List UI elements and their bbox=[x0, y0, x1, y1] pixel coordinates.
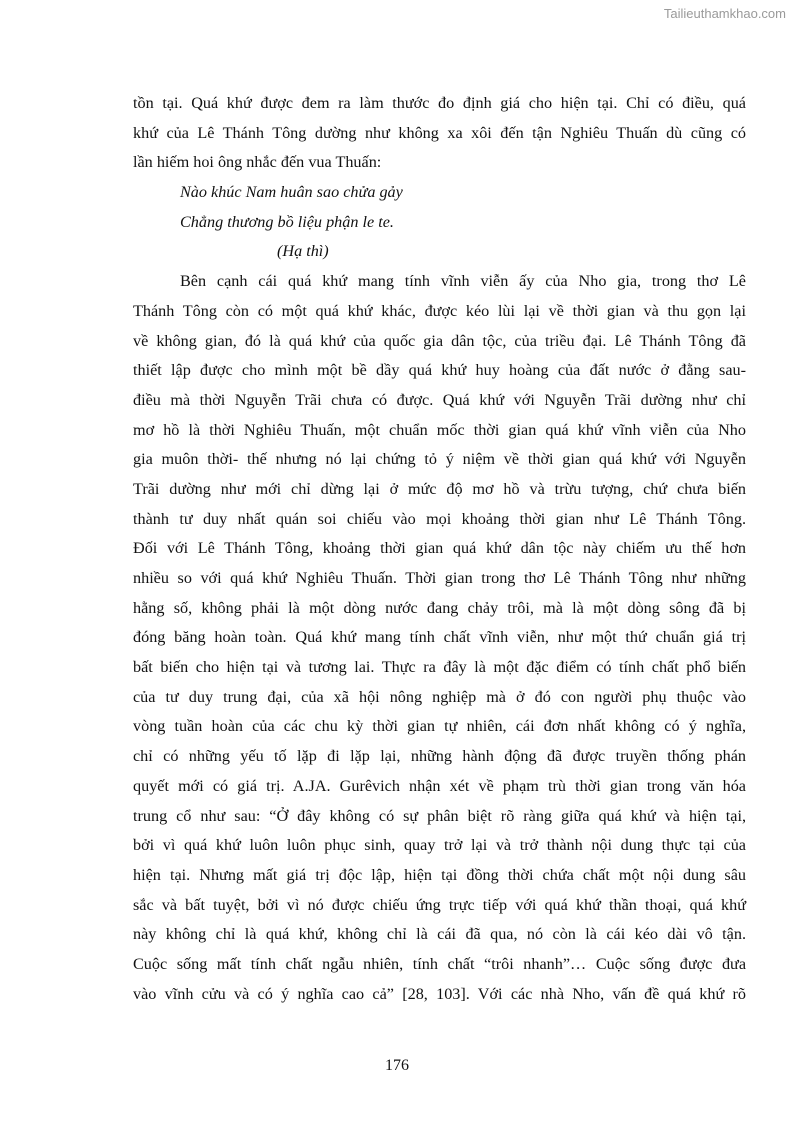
text-line: quyết mới có giá trị. A.JA. Gurêvich nhận xét về phạm trù thời gian trong văn hóa bbox=[133, 776, 746, 795]
verse-line: Chẳng thương bồ liệu phận le te. bbox=[180, 212, 394, 231]
text-line: hiện tại. Nhưng mất giá trị độc lập, hiện tại đồng thời chứa chất một nội dung sâu bbox=[133, 865, 746, 884]
text-line: Bên cạnh cái quá khứ mang tính vĩnh viễn ấy của Nho gia, trong thơ Lê bbox=[180, 272, 746, 291]
page-number: 176 bbox=[385, 1057, 409, 1074]
text-line: Cuộc sống mất tính chất ngẫu nhiên, tính chất “trôi nhanh”… Cuộc sống được đưa bbox=[133, 954, 746, 973]
text-line: của tư duy trung đại, của xã hội nông nghiệp mà ở đó con người phụ thuộc vào bbox=[133, 687, 746, 706]
text-line: tồn tại. Quá khứ được đem ra làm thước đo định giá cho hiện tại. Chỉ có điều, quá bbox=[133, 94, 746, 112]
text-line: hằng số, không phải là một dòng nước đang chảy trôi, mà là một dòng sông đã bị bbox=[133, 598, 746, 617]
text-line: điều mà thời Nguyễn Trãi chưa có được. Quá khứ với Nguyễn Trãi dường như chỉ bbox=[133, 390, 746, 409]
text-line: sắc và bất tuyệt, bởi vì nó được chiếu ứng trực tiếp với quá khứ thần thoại, quá khứ bbox=[133, 895, 746, 914]
text-line: Thánh Tông còn có một quá khứ khác, được kéo lùi lại về thời gian và thu gọn lại bbox=[133, 301, 746, 320]
text-line: lần hiếm hoi ông nhắc đến vua Thuấn: bbox=[133, 153, 382, 172]
text-line: này không chỉ là quá khứ, không chỉ là cái đã qua, nó còn là cái kéo dài vô tận. bbox=[133, 925, 746, 944]
text-line: chỉ có những yếu tố lặp đi lặp lại, những hành động đã được truyền thống phán bbox=[133, 747, 746, 766]
text-line: vòng tuần hoàn của các chu kỳ thời gian tự nhiên, cái đơn nhất không có ý nghĩa, bbox=[133, 717, 746, 736]
text-line: về không gian, đó là quá khứ của quốc gia dân tộc, của triều đại. Lê Thánh Tông đã bbox=[133, 331, 746, 350]
watermark: Tailieuthamkhao.com bbox=[663, 6, 786, 21]
text-line: nhiều so với quá khứ Nghiêu Thuấn. Thời gian trong thơ Lê Thánh Tông như những bbox=[133, 569, 746, 587]
text-line: thành tư duy nhất quán soi chiếu vào mọi khoảng thời gian như Lê Thánh Tông. bbox=[133, 509, 746, 528]
verse-line: Nào khúc Nam huân sao chửa gảy bbox=[180, 183, 403, 202]
text-line: gia muôn thời- thế nhưng nó lại chứng tỏ ý niệm về thời gian quá khứ với Nguyễn bbox=[133, 450, 746, 469]
text-line: Trãi dường như mới chỉ dừng lại ở mức độ mơ hồ và trừu tượng, chứ chưa biến bbox=[133, 479, 746, 498]
text-line: mơ hồ là thời Nghiêu Thuấn, một chuẩn mốc thời gian quá khứ vĩnh viễn của Nho bbox=[133, 420, 746, 439]
text-line: Đối với Lê Thánh Tông, khoảng thời gian quá khứ dân tộc này chiếm ưu thế hơn bbox=[133, 539, 746, 558]
text-line: đóng băng hoàn toàn. Quá khứ mang tính chất vĩnh viễn, như một thứ chuẩn giá trị bbox=[133, 628, 746, 647]
text-line: vào vĩnh cửu và có ý nghĩa cao cả” [28, 103]. Với các nhà Nho, vấn đề quá khứ rõ bbox=[133, 984, 746, 1003]
verse-source: (Hạ thì) bbox=[277, 242, 329, 261]
page-body bbox=[133, 89, 746, 1009]
text-line: trung cổ như sau: “Ở đây không có sự phân biệt rõ ràng giữa quá khứ và hiện tại, bbox=[133, 806, 746, 825]
text-line: bởi vì quá khứ luôn luôn phục sinh, quay trở lại và trở thành nội dung thực tại của bbox=[133, 836, 746, 855]
text-line: thiết lập được cho mình một bề dầy quá khứ huy hoàng của đất nước ở đằng sau- bbox=[133, 361, 746, 380]
text-line: khứ của Lê Thánh Tông dường như không xa xôi đến tận Nghiêu Thuấn dù cũng có bbox=[133, 123, 746, 142]
text-line: bất biến cho hiện tại và tương lai. Thực ra đây là một đặc điểm có tính chất phổ biến bbox=[133, 658, 746, 677]
